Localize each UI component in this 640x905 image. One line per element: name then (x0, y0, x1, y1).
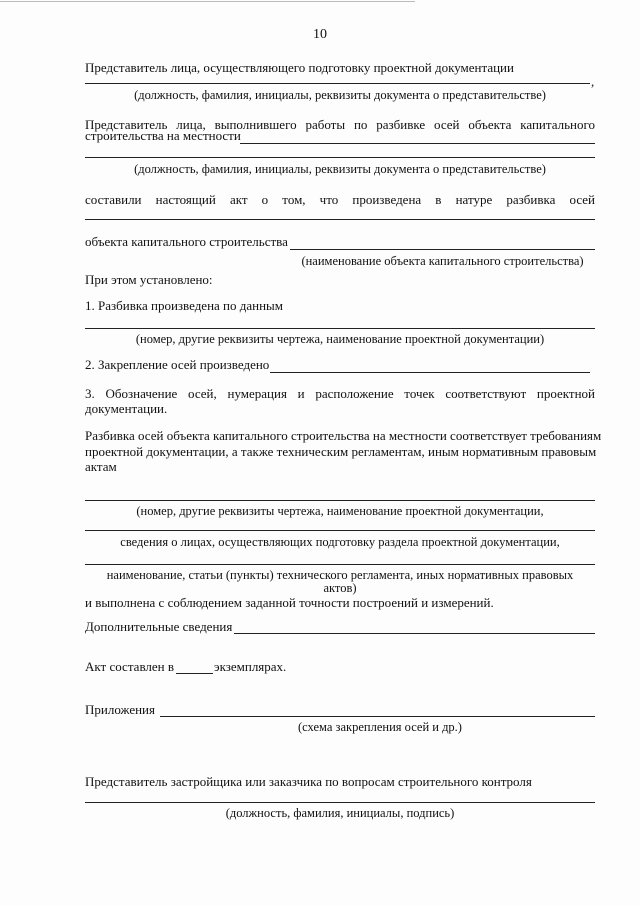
item3-line1: 3. Обозначение осей, нумерация и расположение точек соответствуют проектной (85, 386, 595, 401)
rep-developer-caption: (должность, фамилия, инициалы, подпись) (225, 806, 455, 820)
rep-marker-field-2[interactable] (85, 157, 595, 158)
rep-marker-line2: строительства на местности (85, 128, 241, 143)
compliance-caption2: сведения о лицах, осуществляющих подготовку раздела проектной документации, (120, 535, 560, 549)
compliance-caption1: (номер, другие реквизиты чертежа, наименование проектной документации, (136, 504, 544, 518)
compliance-caption3b: актов) (323, 581, 357, 595)
page-number: 10 (313, 27, 327, 42)
compiled-field[interactable] (85, 219, 595, 220)
compliance-line1: Разбивка осей объекта капитального строительства на местности соответствует требованиям (85, 428, 602, 443)
rep-designer-comma: , (591, 74, 595, 89)
item2-field[interactable] (270, 372, 590, 373)
compliance-field-2[interactable] (85, 530, 595, 531)
accuracy-text: и выполнена с соблюдением заданной точности построений и измерений. (85, 595, 494, 610)
additional-label: Дополнительные сведения (85, 619, 233, 634)
rep-marker-caption: (должность, фамилия, инициалы, реквизиты документа о представительстве) (134, 162, 546, 176)
additional-field[interactable] (234, 633, 595, 634)
compliance-field-3[interactable] (85, 564, 595, 565)
rep-designer-caption: (должность, фамилия, инициалы, реквизиты документа о представительстве) (134, 88, 546, 102)
rep-developer-label: Представитель застройщика или заказчика по вопросам строительного контроля (85, 774, 532, 789)
compliance-line3: актам (85, 459, 117, 474)
compliance-caption3a: наименование, статьи (пункты) технического регламента, иных нормативных правовых (106, 568, 574, 582)
appendix-caption: (схема закрепления осей и др.) (298, 720, 462, 734)
object-field[interactable] (290, 249, 595, 250)
copies-after: экземплярах. (214, 659, 287, 674)
item1-field[interactable] (85, 328, 595, 329)
item1-caption: (номер, другие реквизиты чертежа, наименование проектной документации) (135, 332, 545, 346)
scan-top-edge (0, 1, 415, 2)
item1-text: 1. Разбивка произведена по данным (85, 298, 284, 313)
compliance-field-1[interactable] (85, 500, 595, 501)
object-caption: (наименование объекта капитального строительства) (301, 254, 584, 268)
appendix-label: Приложения (85, 702, 155, 717)
rep-marker-line1: Представитель лица, выполнившего работы по разбивке осей объекта капитального (85, 117, 595, 132)
compliance-line2: проектной документации, а также техническим регламентам, иным нормативным правовым (85, 444, 597, 459)
object-label: объекта капитального строительства (85, 234, 288, 249)
item2-text: 2. Закрепление осей произведено (85, 357, 270, 372)
rep-designer-label: Представитель лица, осуществляющего подготовку проектной документации (85, 60, 514, 75)
item3-line2: документации. (85, 401, 168, 416)
rep-designer-field[interactable] (85, 83, 590, 84)
copies-count-field[interactable] (176, 673, 213, 674)
established-heading: При этом установлено: (85, 272, 213, 287)
copies-before: Акт составлен в (85, 659, 175, 674)
appendix-field[interactable] (160, 716, 595, 717)
compiled-line1: составили настоящий акт о том, что произведена в натуре разбивка осей (85, 192, 595, 207)
rep-developer-field[interactable] (85, 802, 595, 803)
rep-marker-field-1[interactable] (240, 143, 595, 144)
